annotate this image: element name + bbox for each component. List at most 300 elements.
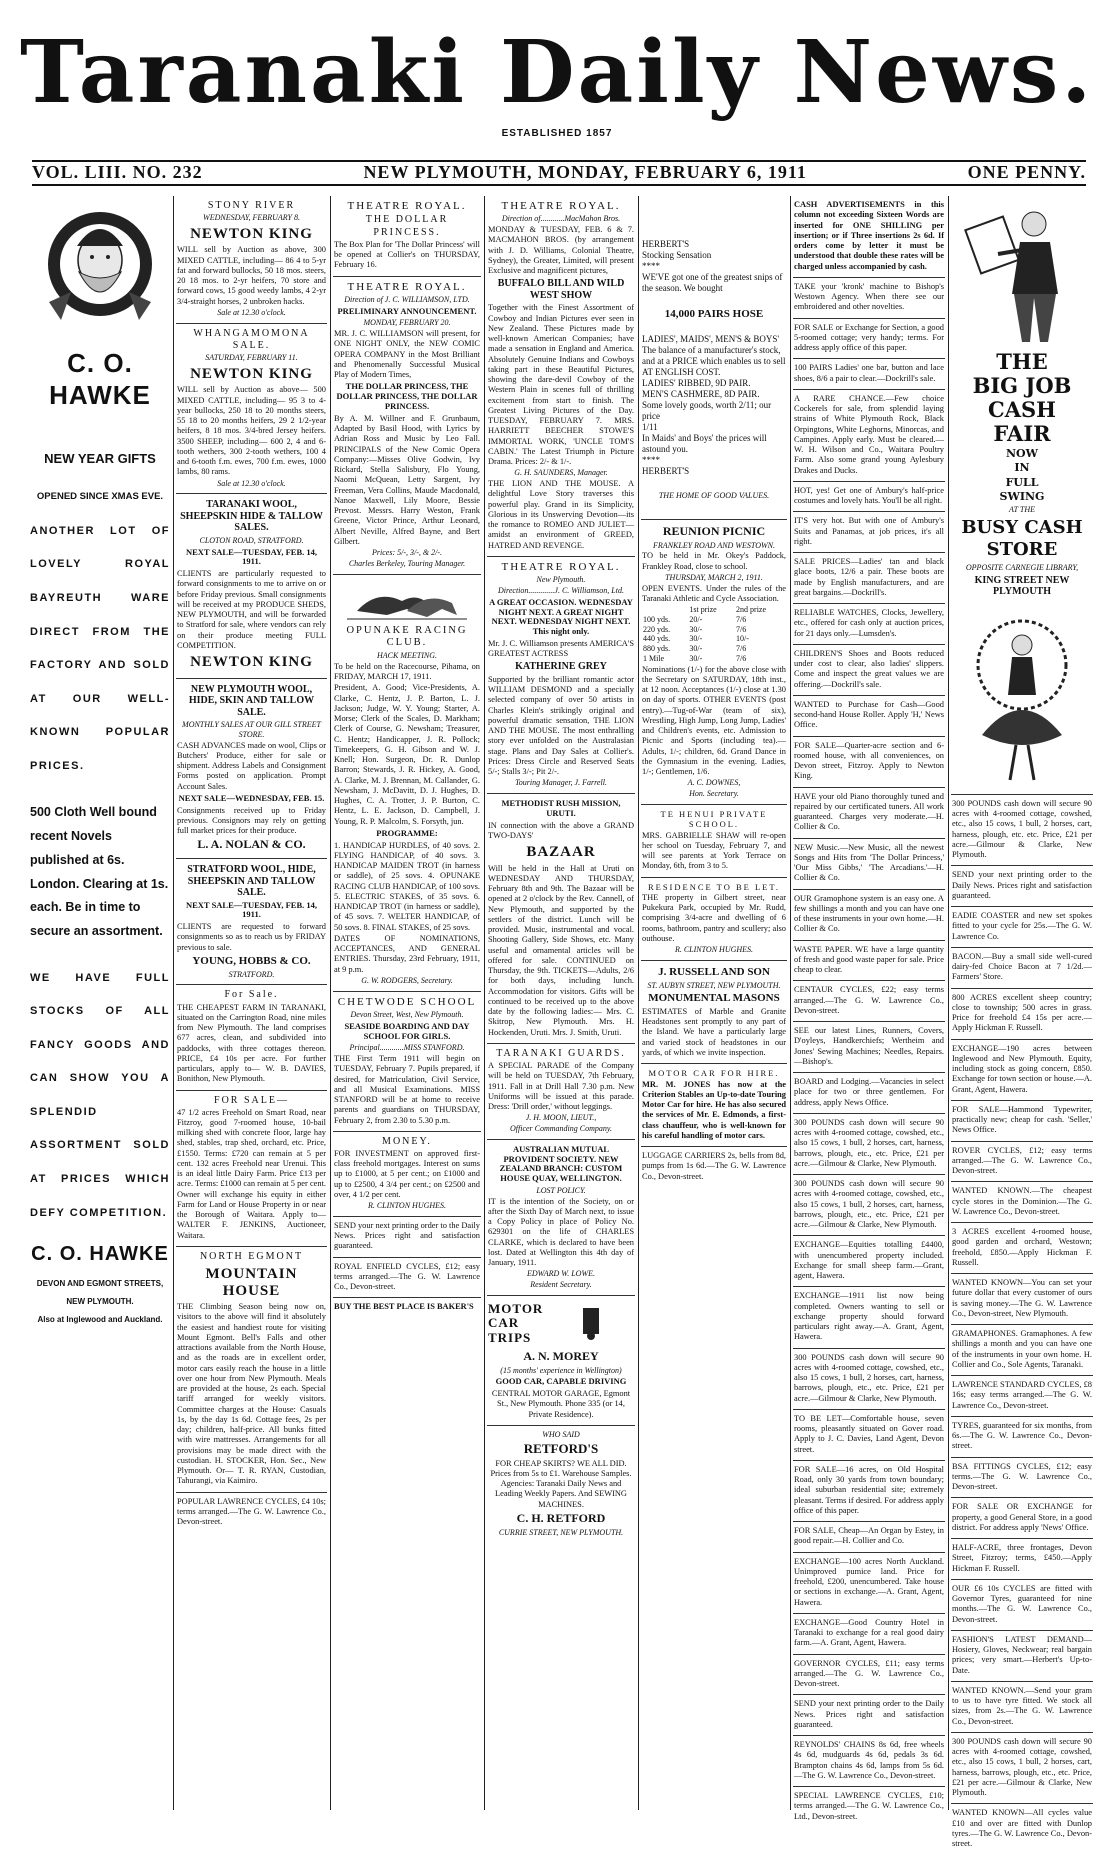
classified-ad <box>793 482 945 513</box>
column-auctions <box>176 196 327 1810</box>
table-cell: 20/- <box>689 614 703 624</box>
busy-cash-store-ad <box>951 196 1093 795</box>
hawke-name-footer: C. O. HAWKE <box>31 1243 169 1266</box>
price-1-11: 1/11 <box>642 422 658 433</box>
ad-text: EADIE COASTER and new set spokes fitted to your cycle for 25s.—The G. W. Lawrence Co. <box>952 911 1092 941</box>
fair-full: FULL <box>1005 475 1039 489</box>
ribbed-price: LADIES' RIBBED, 9D PAIR. <box>642 378 751 389</box>
motor-car-trips <box>487 1296 635 1426</box>
taranaki-guards <box>487 1044 635 1140</box>
motor-car-icon <box>548 1302 634 1345</box>
motor-heading: MOTOR CAR TRIPS <box>488 1300 544 1345</box>
bazaar-title: BAZAAR <box>526 844 596 861</box>
classified-ad <box>793 1022 945 1073</box>
sale-heading: For Sale. <box>224 989 279 1001</box>
herberts-slogan: THE HOME OF GOOD VALUES. <box>658 491 770 501</box>
herberts-title: HERBERT'S <box>642 466 690 477</box>
guards-text: A SPECIAL PARADE of the Company will be held on TUESDAY, 7th February, 1911. Fall in at Drill Hall 7.30 p.m. New Uniforms will be issued at this parade. Dress: 'Drill order,' without leggings. <box>488 1061 634 1112</box>
column-herberts <box>641 196 787 1810</box>
ad-text: NEW Music.—New Music, all the newest Songs and Hits from 'The Dollar Princess,' 'Our Miss Gibbs,' 'The Arcadians.'—H. Collier & Co. <box>794 842 944 883</box>
play-name: THE DOLLAR PRINCESS. <box>365 214 449 238</box>
ad-text: TYRES, guaranteed for six months, from 6s.—The G. W. Lawrence Co., Devon-street. <box>952 1420 1092 1451</box>
nominations-dates: DATES OF NOMINATIONS, ACCEPTANCES, AND GENERAL ENTRIES. Thursday, 23rd February, 1911, at 9 p.m. <box>334 933 480 974</box>
announcement: PRELIMINARY ANNOUNCEMENT. <box>337 305 477 316</box>
masons-address: ST. AUBYN STREET, NEW PLYMOUTH. <box>647 980 781 990</box>
auctioneer-name: NEWTON KING <box>190 365 313 382</box>
prize-table <box>642 605 786 664</box>
auctioneer-name: NEWTON KING <box>190 654 313 671</box>
lost-policy: LOST POLICY. <box>536 1185 586 1195</box>
table-cell: 30/- <box>689 644 703 654</box>
classified-ad <box>793 1175 945 1236</box>
ad-text: FOR SALE or Exchange for Section, a good 5-roomed cottage; very handy; terms. For address apply office of this paper. <box>794 322 944 352</box>
mission-heading: METHODIST RUSH MISSION, URUTI. <box>501 798 621 818</box>
classified-ad <box>793 196 945 278</box>
classified-ad <box>951 1376 1093 1417</box>
motor-text: GOOD CAR, CAPABLE DRIVING <box>495 1376 627 1387</box>
classified-ad <box>793 1736 945 1787</box>
table-cell: 880 yds. <box>643 644 671 654</box>
classified-ad <box>951 1223 1093 1274</box>
garage-address: CENTRAL MOTOR GARAGE, Egmont St., New Plymouth. Phone 335 (or 14, Private Residence). <box>491 1389 631 1419</box>
retford-lead: WHO SAID <box>542 1429 580 1439</box>
column-cash-fair <box>951 196 1093 1849</box>
classified-ad <box>793 390 945 482</box>
fair-in: IN <box>1014 461 1030 475</box>
theatre-royal-grey <box>487 557 635 794</box>
russell-masons <box>641 961 787 1064</box>
dancer-illustration <box>952 600 1092 790</box>
column-rule <box>173 196 174 1810</box>
guards-officer: J. H. MOON, LIEUT., <box>525 1113 597 1123</box>
stony-river-sale <box>176 196 327 324</box>
residence-agent: R. CLINTON HUGHES. <box>674 945 754 955</box>
masons-text: ESTIMATES of Marble and Granite Headstones sent promptly to any part of the Island. We have a particularly large and varied stock of headstones in our yards, of which we invite inspection. <box>642 1006 786 1057</box>
theatre-royal-macmahon <box>487 196 635 557</box>
show-name: BUFFALO BILL AND WILD WEST SHOW <box>497 278 625 301</box>
ad-text: 100 PAIRS Ladies' one bar, button and lace shoes, 8/6 a pair to clear.—Dockrill's sale. <box>794 363 944 383</box>
table-cell: 440 yds. <box>643 634 671 644</box>
retford-name: C. H. RETFORD <box>516 1510 606 1525</box>
sale-text: Consignments received up to Friday previous. Consignors may rely on getting full market prices for their produce. <box>177 805 326 836</box>
auctioneer-name: L. A. NOLAN & CO. <box>197 837 306 852</box>
ad-text: OUR Gramophone system is an easy one. A few shillings a month and you can have one of these instruments in your own home.—H. Collier & Co. <box>794 893 944 934</box>
mountain-house-text: THE Climbing Season being now on, visitors to the above will find it absolutely the easiest and handiest route for visiting Mount Egmont. Bell's Falls and other attractions available from the North House, and as the roads are in excellent order, motor cars easily reach the house in a little over one hour from New Plymouth. Meals are provided at the house, 2s each. Special tariff arranged for weekly visitors. Committee charges at the House: Casuals 1s, by the day 1s 6d. Cottage fees, 2s per day; children, half-price. All bunks fitted with wire mattresses. Arrangements for all provisions may be made direct with the custodian. H. STOCKER, Hon. Sec., New Plymouth. Or— T. R. RYAN, Custodian, Tahurangi, via Kaimiro. <box>177 1302 326 1486</box>
classified-ad <box>793 1522 945 1553</box>
ad-text: WANTED KNOWN—You can set your future dollar that every customer of ours is saving money.—The G. W. Lawrence Co., Devon-street, New Plymouth. <box>952 1278 1092 1318</box>
classified-ad <box>951 866 1093 907</box>
money-text: FOR INVESTMENT on approved first-class freehold mortgages. Interest on sums up to £1000, at 5 per cent.; on £1000 and up to £2500, 4 3/4 per cent.; on £2500 and over, 4 1/2 per cent. <box>334 1148 480 1199</box>
sale-location: CLOTON ROAD, STRATFORD. <box>199 535 304 545</box>
table-cell: 1 Mile <box>643 653 665 663</box>
auctioneer-name: YOUNG, HOBBS & CO. <box>192 954 311 967</box>
ad-text: RELIABLE WATCHES, Clocks, Jewellery, etc., offered for cash only at auction prices, for 21 days only.—Lumsden's. <box>794 608 944 638</box>
performance-date: MONDAY, FEBRUARY 20. <box>363 318 451 328</box>
bakers-ad <box>333 1298 481 1317</box>
hose-pairs: 14,000 PAIRS HOSE <box>664 307 764 320</box>
theatre-royal-williamson <box>333 277 481 575</box>
ornament: **** <box>642 260 660 271</box>
theatre-heading: THEATRE ROYAL. <box>347 280 467 293</box>
column-rule <box>790 196 791 1810</box>
ad-text: 300 POUNDS cash down will secure 90 acres with 4-roomed cottage, cowshed, etc., also 15 cows, 1 bull, 2 horses, cart, harness, barrows, plough, etc., etc. Price, £21 per acre.—Gilmour & Clarke, New Plymouth. <box>952 1736 1092 1798</box>
theatre-text: MONDAY & TUESDAY, FEB. 6 & 7. MACMAHON BROS. (by arrangement with J. D. Williams, Colonial Theatre, Sydney), the Greater, Limited, will present Exclusive and magnificent pictures, <box>488 225 634 276</box>
society-heading: AUSTRALIAN MUTUAL PROVIDENT SOCIETY. NEW ZEALAND BRANCH: CUSTOM HOUSE QUAY, WELLINGTON. <box>499 1143 623 1184</box>
ad-text: HALF-ACRE, three frontages, Devon Street, Fitzroy; terms, £450.—Apply Hickman F. Russell. <box>952 1543 1092 1573</box>
classified-ad <box>793 788 945 839</box>
ad-text: A RARE CHANCE.—Few choice Cockerels for sale, from splendid laying strains of White Plymouth Rock, Black Orpingtons, White Leghorns, Minorcas, and Campines. Apply early. Must be cleared.—W. H. Wilson and Co., Waitara Poultry Farm. Also some grand young Aylesbury Drakes and Ducks. <box>794 393 944 475</box>
classified-ad <box>793 1614 945 1655</box>
ad-text: WANTED KNOWN.—The cheapest cycle stores in the Dominion.—The G. W. Lawrence Co., Devon-street. <box>952 1186 1092 1216</box>
picnic-events: OPEN EVENTS. Under the rules of the Taranaki Athletic and Cycle Association. <box>642 583 786 603</box>
bayreuth-notice: ANOTHER LOT OF LOVELY ROYAL BAYREUTH WARE DIRECT FROM THE FACTORY AND SOLD AT OUR WELL-KNOWN POPULAR PRICES. <box>30 524 170 772</box>
driver-experience: (15 months' experience in Wellington) <box>500 1365 622 1375</box>
reunion-picnic <box>641 520 787 805</box>
herberts-text: Some lovely goods, worth 2/11; our price <box>642 400 772 422</box>
theatre-heading: THEATRE ROYAL. <box>501 560 621 573</box>
herberts-text: WE'VE got one of the greatest snips of the season. We bought <box>642 271 783 293</box>
ad-text: FOR SALE—Hammond Typewriter, practically new; cheap for cash. 'Seller,' News Office. <box>952 1104 1092 1135</box>
ad-text: CENTAUR CYCLES, £22; easy terms arranged.—The G. W. Lawrence Co., Devon-street. <box>794 985 944 1015</box>
printing-ad <box>333 1217 481 1258</box>
sale-heading: STRATFORD WOOL, HIDE, SHEEPSKIN AND TALLOW SALE. <box>187 864 316 899</box>
ad-text: TAKE your 'kronk' machine to Bishop's Westown Agency. When there see our embroidered and other novelties. <box>794 281 944 312</box>
ad-text: CASH ADVERTISEMENTS in this column not exceeding Sixteen Words are inserted for ONE SHILLING per insertion; or if Three insertions 2s 6d. If orders come by letter it must be understood that double these rates will be charged unless accompanied by cash. <box>794 200 944 271</box>
cashmere-price: MEN'S CASHMERE, 8D PAIR. <box>642 389 760 400</box>
classified-ad <box>793 696 945 737</box>
table-cell: 100 yds. <box>643 614 671 624</box>
retford-title: RETFORD'S <box>523 1440 599 1456</box>
ad-text: IT'S very hot. But with one of Ambury's Suits and Panamas, at job prices, it's all right. <box>794 516 944 546</box>
bazaar-text: IN connection with the above a GRAND TWO-DAYS' <box>488 820 634 840</box>
ad-text: 300 POUNDS cash down will secure 90 acres with 4-roomed cottage, cowshed, etc., also 15 cows, 1 bull, 2 horses, cart, harness, plough, etc. etc. Price, £21 per acre.—Gilmour & Clarke, New Plymouth. <box>952 798 1092 860</box>
amp-society <box>487 1140 635 1296</box>
table-row <box>642 625 786 635</box>
table-cell: 7/6 <box>736 653 747 663</box>
classified-ad <box>793 553 945 604</box>
ad-text: SEND your next printing order to the Daily News. Prices right and satisfaction guaranteed. <box>794 1699 944 1729</box>
meeting-officers: President, A. Good; Vice-Presidents, A. Clarke, C. Hentz, J. P. Barton, L. J. Jackson; Judge, W. Y. Young; Starter, A. Morse; Clerk of the Scales, D. Markham; Clerk of Course, G. Newsham; Treasurer, C. Hentz; Handicapper, J. R. Pollock; Timekeepers, G. H. Gibson and W. J. Knell; Hon. Surgeon, Dr. R. Dunlop Barron; Stewards, J. R. Hickey, A. Good, A. Clarke, M. J. Brennan, M. Callander, G. Newsham, J. McDavitt, D. J. Hughes, D. Hughes, C. A. Trotter, J. P. Burton, C. Hentz, L. E. Jackson, D. Campbell, J. Young, R. P. Malcolm, S. Forsyth, jun. <box>334 683 480 826</box>
table-cell: 30/- <box>689 653 703 663</box>
retford-address: CURRIE STREET, NEW PLYMOUTH. <box>498 1527 624 1537</box>
classified-ad <box>793 319 945 360</box>
established-line: ESTABLISHED 1857 <box>501 128 613 139</box>
classified-ad <box>951 1325 1093 1376</box>
lawrence-cycles-ad <box>176 1493 327 1533</box>
ad-text: EXCHANGE—1911 list now being completed. Owners wanting to sell or exchange property should forward particulars right away.—A. Grant, Agent, Hawera. <box>794 1291 944 1342</box>
theatre-town: New Plymouth. <box>536 575 586 585</box>
picnic-text: TO be held in Mr. Okey's Paddock, Frankley Road, close to school. <box>642 551 786 571</box>
ad-text: ROYAL ENFIELD CYCLES, £12; easy terms arranged.—The G. W. Lawrence Co., Devon-street. <box>334 1261 480 1292</box>
classified-ad <box>951 1631 1093 1682</box>
opunake-racing-club <box>333 575 481 992</box>
table-cell: 7/6 <box>736 644 747 654</box>
luggage-carriers-ad <box>641 1147 787 1187</box>
school-text: THE First Term 1911 will begin on TUESDAY, February 7. Pupils prepared, if desired, for Matriculation, Civil Service, and all Musical Examinations. MISS STANFORD will be at home to receive parents and guardians on THURSDAY, February 2, from 2.30 to 5.30 p.m. <box>334 1054 480 1125</box>
mountain-house-title: MOUNTAIN HOUSE <box>205 1266 298 1299</box>
table-header: 1st prize <box>689 605 717 615</box>
ad-text: REYNOLDS' CHAINS 8s 6d, free wheels 4s 6d, mudguards 4s 6d, pedals 3s 6d. Brampton chains 4s 6d, lamps from 5s 6d.—The G. W. Lawrence Co., Devon-street. <box>794 1740 944 1780</box>
sale-date: SATURDAY, FEBRUARY 11. <box>205 353 298 363</box>
theatre-heading: THEATRE ROYAL. <box>347 200 467 212</box>
classified-ad <box>951 795 1093 867</box>
next-sale: NEXT SALE—WEDNESDAY, FEB. 15. <box>178 792 325 803</box>
hawke-city: NEW PLYMOUTH. <box>66 1296 134 1306</box>
event-line: A GREAT OCCASION. WEDNESDAY NIGHT NEXT. A GREAT NIGHT NEXT. WEDNESDAY NIGHT NEXT. This night only. <box>489 596 633 637</box>
ad-text: EXCHANGE—100 acres North Auckland. Unimproved pumice land. Price for freehold, £200, unencumbered. Take house or sections in exchange.—A. Grant, Agent, Hawera. <box>794 1556 944 1607</box>
ad-text: LUGGAGE CARRIERS 2s, bells from 8d, pumps from 1s 6d.—The G. W. Lawrence Co., Devon-street. <box>642 1151 787 1181</box>
next-sale: NEXT SALE—TUESDAY, FEB. 14, 1911. <box>185 899 317 920</box>
table-cell: 30/- <box>689 634 703 644</box>
sale-date: WEDNESDAY, FEBRUARY 8. <box>203 213 300 223</box>
classified-ad <box>951 1682 1093 1733</box>
table-cell: 30/- <box>689 624 703 634</box>
theatre-royal-dollar <box>333 196 481 277</box>
store-location: OPPOSITE CARNEGIE LIBRARY, <box>965 563 1079 573</box>
guards-heading: TARANAKI GUARDS. <box>496 1047 626 1059</box>
classified-ad <box>793 512 945 553</box>
ad-text: ROVER CYCLES, £12; easy terms arranged.—The G. W. Lawrence Co., Devon-street. <box>952 1145 1092 1176</box>
school-heading: TE HENUI PRIVATE SCHOOL. <box>660 808 768 830</box>
ad-text: SEND your next printing order to the Daily News. Prices right and satisfaction guaranteed. <box>952 870 1092 900</box>
column-classifieds <box>793 196 945 1821</box>
sale-text: WILL sell by Auction as above, 300 MIXED CATTLE, including— 86 4 to 5-yr fat and forward bullocks, 50 18 mos. steers, 20 18 mos. to 2-yr heifers, 70 store and forward cows, 15 good weedy lambs, 4 2-yr 3/4-straight horses, 2 unbroken hacks. <box>177 245 326 306</box>
ad-text: WANTED KNOWN.—Send your gram to us to have tyre fitted. We stock all sizes, from 2s.—The G. W. Lawrence Co., Devon-street. <box>952 1685 1092 1726</box>
meeting-name: HACK MEETING. <box>377 651 437 661</box>
theatre-text: The Box Plan for 'The Dollar Princess' will be opened at Collier's on THURSDAY, February 16. <box>334 239 480 270</box>
ad-text: CHILDREN'S Shoes and Boots reduced under cost to clear, also ladies' slippers. Come and inspect the great values we are offering.—Dockrill's sale. <box>794 648 944 689</box>
ad-text: LAWRENCE STANDARD CYCLES, £8 16s; easy terms arranged.—The G. W. Lawrence Co., Devon-street. <box>952 1380 1092 1410</box>
theatre-direction: Direction.............J. C. Williamson, Ltd. <box>498 586 624 596</box>
programme-races: 1. HANDICAP HURDLES, of 40 sovs. 2. FLYING HANDICAP, of 40 sovs. 3. HANDICAP MAIDEN TROT (in harness or saddle), of 25 sovs. 4. OPUNAKE RACING CLUB HANDICAP, of 100 sovs. 5. ELECTRIC STAKES, of 35 sovs. 6. HANDICAP TROT (in harness or saddle), of 45 sovs. 7. WELTER HANDICAP, of 50 sovs. 8. FINAL STAKES, of 25 sovs. <box>334 840 480 932</box>
theatre-text: THE LION AND THE MOUSE. A delightful Love Story traverses this powerful play. Grand in its Simplicity, Glorious in its Unswerving Devotion—its the romance to ROMEO AND JULIET—amidst an environment of GREED, HATRED AND REVENGE. <box>488 479 634 550</box>
sale-time: Sale at 12.30 o'clock. <box>217 307 286 317</box>
classified-ad <box>951 1101 1093 1142</box>
picnic-secretary: A. C. DOWNES, <box>687 778 741 788</box>
next-sale: NEXT SALE—TUESDAY, FEB. 14, 1911. <box>185 546 317 567</box>
secretary-title: Resident Secretary. <box>530 1280 592 1290</box>
guards-title: Officer Commanding Company. <box>510 1124 612 1134</box>
masons-title: MONUMENTAL MASONS <box>648 992 780 1005</box>
dateline <box>32 160 1086 186</box>
te-henui-school <box>641 805 787 878</box>
hawke-branches: Also at Inglewood and Auckland. <box>37 1315 163 1325</box>
opened-notice: OPENED SINCE XMAS EVE. <box>36 491 164 503</box>
classified-ad <box>793 1461 945 1522</box>
classified-ad <box>793 1553 945 1614</box>
table-row <box>642 634 786 644</box>
residence-text: THE property in Gilbert street, near Pukekura Park, occupied by Mr. Rudd, comprising 3/4-acre and dwelling of 6 rooms, bathroom, pantry and scullery; also outhouse. <box>642 892 786 943</box>
picnic-location: FRANKLEY ROAD AND WESTOWN. <box>653 540 775 550</box>
ad-text: HAVE your old Piano thoroughly tuned and repaired by our certificated tuners. All work guaranteed. Charges very moderate.—H. Collier & Co. <box>794 791 944 832</box>
sale-location: MONTHLY SALES AT OUR GILL STREET STORE. <box>182 720 321 739</box>
touring-manager: Charles Berkeley, Touring Manager. <box>348 558 466 568</box>
herberts-text: In Maids' and Boys' the prices will astound you. <box>642 433 767 455</box>
ad-text: FOR SALE—16 acres, on Old Hospital Road, only 30 yards from town boundary; ideal suburban residential site; extremely pleasant. Terms if desired. For address apply office of this paper. <box>794 1464 944 1515</box>
policy-text: IT is the intention of the Society, on or after the Sixth Day of March next, to issue a Copy Policy in place of Policy No. 629301 on the life of CHARLES CLARKE, which is declared to have been lost. Dated at Wellington this 4th day of January, 1911. <box>488 1196 634 1268</box>
sale-heading: TARANAKI WOOL, SHEEPSKIN HIDE & TALLOW SALES. <box>180 499 323 534</box>
classified-ad <box>793 1410 945 1461</box>
secretary-name: EDWARD W. LOWE. <box>526 1269 596 1279</box>
volume-number: VOL. LIII. NO. 232 <box>32 162 203 183</box>
classified-ad <box>793 737 945 788</box>
sale-text: CLIENTS are particularly requested to forward consignments to me to arrive on or before Friday previous. Small consignments will be received at my PRODUCE SHEDS, NEW PLYMOUTH, and will be forwarded to Stratford for sale, where vendors can rely on their produce meeting FULL COMPETITION. <box>177 569 326 650</box>
ad-text: 300 POUNDS cash down will secure 90 acres with 4-roomed cottage, cowshed, etc., also 15 cows, 1 bull, 2 horses, cart, harness, barrows, plough, etc., etc. Price, £21 per acre.—Gilmour & Clarke, New Plymouth. <box>794 1352 944 1403</box>
new-year-gifts: NEW YEAR GIFTS <box>44 451 156 467</box>
column-rule <box>330 196 331 1810</box>
store-address: KING STREET NEW PLYMOUTH <box>974 574 1070 598</box>
sale-text: 47 1/2 acres Freehold on Smart Road, near Fitzroy, good 7-roomed house, 10-bail milking shed with concrete floor, large hay shed, stables, trap shed, orchard, etc. Price, £1550. Terms: £720 can remain at 5 per cent. 132 acres Freehold near Urenui. This is an ideal little Dairy Farm. Price £13 per acre. Terms: £1000 can remain at 5 per cent. Owner will exchange his equity in either Farm for Land or House Property in or near the Borough of Waitara. Apply to— WALTER F. JENKINS, Auctioneer, Waitara. <box>177 1107 326 1240</box>
money-name: R. CLINTON HUGHES. <box>367 1201 447 1211</box>
hawke-address: DEVON AND EGMONT STREETS, <box>36 1278 164 1288</box>
programme-heading: PROGRAMME: <box>376 827 438 838</box>
chetwode-school <box>333 992 481 1132</box>
table-cell: 10/- <box>736 634 749 644</box>
ad-text: 300 POUNDS cash down will secure 90 acres with 4-roomed cottage, cowshed, etc., also 15 cows, 1 bull, 2 horses, cart, harness, barrows, plough, etc., etc. Price, £21 per acre.—Gilmour & Clarke, New Plymouth. <box>794 1179 944 1229</box>
fair-title: BIG JOB <box>972 373 1072 399</box>
fair-title: CASH <box>987 397 1056 423</box>
hire-text: MR. M. JONES has now at the Criterion Stables an Up-to-date Touring Motor Car for hire. He has also secured the services of Mr. E. Edmonds, a first-class chauffeur, who is well-known for his careful handling of motor cars. <box>642 1079 786 1140</box>
classified-ad <box>793 981 945 1022</box>
classified-ad <box>951 1580 1093 1631</box>
ad-text: FOR SALE—Quarter-acre section and 6-roomed house, with all conveniences, on Devon street, Fitzroy. Apply to Newton King. <box>794 740 944 781</box>
hawke-name: C. O. HAWKE <box>49 348 151 410</box>
play-name: THE DOLLAR PRINCESS, THE DOLLAR PRINCESS, THE DOLLAR PRINCESS. <box>336 381 478 411</box>
classified-ad <box>793 1073 945 1114</box>
classified-ad <box>951 1458 1093 1499</box>
stratford-wool-sale <box>176 859 327 985</box>
classified-ad <box>951 1274 1093 1325</box>
table-header <box>642 605 688 615</box>
ad-text: BUY THE BEST PLACE IS BAKER'S <box>334 1302 474 1312</box>
club-heading: OPUNAKE RACING CLUB. <box>346 624 468 649</box>
cheapest-farm-sale <box>176 985 327 1090</box>
classified-ad <box>951 907 1093 948</box>
table-row <box>642 654 786 664</box>
auctioneer-name: NEWTON KING <box>190 225 313 242</box>
classified-ad <box>793 1787 945 1827</box>
fair-now: NOW <box>1006 447 1038 461</box>
stocks-notice: WE HAVE FULL STOCKS OF ALL FANCY GOODS AND CAN SHOW YOU A SPLENDID ASSORTMENT SOLD AT PRICES WHICH DEFY COMPETITION. <box>30 971 170 1219</box>
theatre-manager: G. H. SAUNDERS, Manager. <box>514 468 608 478</box>
ad-text: EXCHANGE—Equities totalling £4400, with unencumbered property included. Exchange for small sheep farm.—Grant, agent, Hawera. <box>794 1240 944 1280</box>
classified-ad <box>793 645 945 696</box>
sale-text: THE CHEAPEST FARM IN TARANAKI, situated on the Carrington Road, nine miles from New Plymouth. The land comprises 677 acres, clean, and subdivided into paddocks, with three cottages thereon. PRICE, £4 10s per acre. For further particulars, apply to— W. B. DAVIES, Bonithon, New Plymouth. <box>177 1002 326 1084</box>
store-name: BUSY CASH STORE <box>961 517 1083 561</box>
ad-text: 800 ACRES excellent sheep country; close to township; 500 acres in grass. Price for freehold £4 15s per acre.—Apply Hickman F. Russell. <box>952 992 1092 1033</box>
hose-kinds: LADIES', MAIDS', MEN'S & BOYS' <box>642 334 779 345</box>
money-notice <box>333 1132 481 1217</box>
classified-ad <box>793 1114 945 1175</box>
classified-ad <box>951 1733 1093 1805</box>
mountain-house <box>176 1247 327 1493</box>
theatre-text: By A. M. Willner and F. Grunbaum, Adapted by Basil Hood, with Lyrics by Adrian Ross and Music by Leo Fall. PRINCIPALS of the New Comic Opera Company:—Misses Olive Godwin, Ivy Rickard, Stella Salisbury, Flo Young, Naomi McQuean, Letty Sargent, Ivy Freeman, Vera Collins, Maude Macdonald, Nanoe Maxwell, Lily Moore, Bessie Prevost. Messrs. Harry Weston, Frank Greene, Victor Prince, Arthur Leonard, Albert Neville, Alfred Bayne, and Bert Gilbert. <box>334 413 480 546</box>
ad-text: BOARD and Lodging.—Vacancies in select place for two or three gentlemen. For address, apply News Office. <box>794 1077 944 1107</box>
table-cell: 220 yds. <box>643 624 671 634</box>
table-row <box>642 644 786 654</box>
theatre-direction: Direction of............MacMahon Bros. <box>501 214 621 224</box>
classified-ad <box>793 1287 945 1348</box>
sale-heading: FOR SALE— <box>214 1094 289 1106</box>
retford-text: FOR CHEAP SKIRTS? WE ALL DID. Prices from 5s to £1. Warehouse Samples. Agencies: Taranaki Daily News and Leading Weekly Papers. And SEWING MACHINES. <box>490 1458 632 1509</box>
classified-ad <box>951 1539 1093 1580</box>
ad-text: TO BE LET—Comfortable house, seven rooms, pleasantly situated on Gover road. Apply to J. C. Davies, Land Agent, Devon street. <box>794 1413 944 1454</box>
table-header: 2nd prize <box>736 605 767 615</box>
theatre-text: Supported by the brilliant romantic actor WILLIAM DESMOND and a specially selected company of over 50 artists in Charles Klein's strikingly original and powerful dramatic sensation, THE LION AND THE MOUSE. The most enthralling story ever unfolded on the Australasian stage. Plans and Day Sales at Collier's. Prices: Dress Circle and Reserved Seats 5/-; Stalls 3/-; Pit 2/-. <box>488 674 634 777</box>
meeting-text: To be held on the Racecourse, Pihama, on FRIDAY, MARCH 17, 1911. <box>334 661 480 682</box>
ad-text: GOVERNOR CYCLES, £11; easy terms arranged.—The G. W. Lawrence Co., Devon-street. <box>794 1658 944 1688</box>
classified-ad <box>951 1417 1093 1458</box>
column-rule <box>948 196 949 1810</box>
ad-text: FOR SALE OR EXCHANGE for property, a good General Store, in a good district. For address apply 'News' Office. <box>952 1502 1092 1532</box>
retfords-ad <box>487 1426 635 1542</box>
sale-heading: NORTH EGMONT <box>199 1250 304 1262</box>
ad-text: WASTE PAPER. WE have a large quantity of fresh and good waste paper for sale. Price cheap to clear. <box>794 944 944 974</box>
ad-text: BSA FITTINGS CYCLES, £12; easy terms.—The G. W. Lawrence Co., Devon-street. <box>952 1461 1092 1492</box>
club-secretary: G. W. RODGERS, Secretary. <box>361 975 453 985</box>
ad-text: SPECIAL LAWRENCE CYCLES, £10; terms arranged.—The G. W. Lawrence Co., Ltd., Devon-street. <box>794 1791 944 1821</box>
sale-heading: STONY RIVER <box>207 200 296 211</box>
theatre-text: MR. J. C. WILLIAMSON will present, for ONE NIGHT ONLY, the NEW COMIC OPERA COMPANY in the Most Brilliant and Phenomenally Successful Musical Play of Modern Times, <box>334 329 480 380</box>
ad-text: SEE our latest Lines, Runners, Covers, D'oyleys, Handkerchiefs; Wertheim and Jones' Sewing Machines; Needles, Repairs.—Bishop's. <box>794 1026 944 1066</box>
classified-ad <box>793 359 945 390</box>
classified-ad <box>793 1695 945 1736</box>
classified-ad <box>951 989 1093 1040</box>
ad-text: WANTED to Purchase for Cash—Good second-hand House Roller. Apply 'H,' News Office. <box>794 699 944 730</box>
auctioneer-town: STRATFORD. <box>228 969 275 979</box>
herberts-title: HERBERT'S <box>642 239 690 249</box>
driver-name: A. N. MOREY <box>523 1348 599 1363</box>
fair-swing: SWING <box>999 490 1045 504</box>
sale-time: Sale at 12.30 o'clock. <box>217 478 286 488</box>
classified-ad <box>951 1804 1093 1854</box>
whangamomona-sale <box>176 324 327 495</box>
column-theatre-bazaar <box>487 196 635 1810</box>
star-name: KATHERINE GREY <box>515 661 607 673</box>
picnic-secretary-title: Hon. Secretary. <box>689 789 739 799</box>
picnic-date: THURSDAY, MARCH 2, 1911. <box>665 572 763 582</box>
fair-at: AT THE <box>1008 505 1035 515</box>
royal-enfield-ad <box>333 1258 481 1299</box>
herberts-text: The balance of a manufacturer's stock, and at a PRICE which enables us to sell AT ENGLISH COST. <box>642 345 786 378</box>
motor-car-hire <box>641 1064 787 1147</box>
ad-text: GRAMAPHONES. Gramaphones. A few shillings a month and you can have one of the instruments in your own home. H. Collier and Co., Sole Agents, Taranaki. <box>952 1329 1092 1369</box>
freehold-sale <box>176 1091 327 1247</box>
residence-to-let <box>641 878 787 961</box>
sale-heading: NEW PLYMOUTH WOOL, HIDE, SKIN AND TALLOW SALE. <box>188 683 315 718</box>
school-type: SEASIDE BOARDING AND DAY SCHOOL FOR GIRLS. <box>344 1020 470 1041</box>
newspaper-title: Taranaki Daily News. <box>20 22 1095 123</box>
school-text: MRS. GABRIELLE SHAW will re-open her school on Tuesday, February 7, and will see parents at York Terrace on Monday, 6th, from 3 to 5. <box>642 830 786 871</box>
column-rule <box>484 196 485 1810</box>
table-row <box>642 615 786 625</box>
column-entertainment <box>333 196 481 1810</box>
sale-text: CLIENTS are requested to forward consignments so as to reach us by FRIDAY previous to sale. <box>177 922 326 952</box>
place-date: NEW PLYMOUTH, MONDAY, FEBRUARY 6, 1911 <box>363 162 807 183</box>
school-address: Devon Street, West, New Plymouth. <box>350 1010 464 1020</box>
bazaar-text: Will be held in the Hall at Uruti on WEDNESDAY AND THURSDAY, February 8th and 9th. The Bazaar will be opened at 2 o'clock by the Rev. Cannell, of New Plymouth, and supported by the settlers of the district. Lunch will be provided. Music, instrumental and vocal. Shooting Gallery, Side Shows, etc. Many useful and ornamental articles will be offered for sale. CONTINUED on Thursday, the 9th. TICKETS—Adults, 2/6 for both days, including lunch. Accommodation for visitors. Gifts will be continued to be received up to the above date by the following ladies:— Mrs. C. Skitrop, New Plymouth. Mrs. H. Hockenden, Uruti. Mrs. J. Smith, Uruti. <box>488 863 634 1037</box>
fair-title: FAIR <box>993 421 1051 447</box>
picnic-heading: REUNION PICNIC <box>662 523 766 538</box>
sale-text: WILL sell by Auction as above— 500 MIXED CATTLE, including— 95 3 to 4-year bullocks, 250 18 to 20 months steers, 55 18 to 20 months heifers, 29 2 1/2-year heifers, 8 18 mos. 3/4-bred Jersey heifers. 3500 SHEEP, including— 600 2, 4 and 6-tooth wethers, 300 2-tooth wethers, 100 4 and 6-tooth f.m. ewes, 700 f.m. ewes, 1000 lambs, 80 rams. <box>177 385 326 477</box>
table-cell: 7/6 <box>736 624 747 634</box>
picnic-text: Nominations (1/-) for the above close with the Secretary on SATURDAY, 18th inst., at 12 noon. Acceptances (1/-) close at 1.30 on day of sports. OTHER EVENTS (post entry).—Tug-of-War (team of six), Wrestling, High Jump, Long Jump, Ladies' and Children's events, etc. Admission to Picnic and Sports (including tea).—Adults, 1/-; children, 6d. Grand Dance in the Gymnasium in the evening. Ladies, 1/-; Gentlemen, 1/6. <box>642 664 786 777</box>
stocking-sensation: Stocking Sensation <box>642 249 712 260</box>
santa-illustration <box>30 196 170 338</box>
ad-text: FOR SALE, Cheap—An Organ by Estey, in good repair.—H. Collier and Co. <box>794 1526 944 1546</box>
ad-text: SALE PRICES—Ladies' tan and black glace boots, 12/6 a pair. These boots are made by English manufacturers, and are great bargains.—Dockrill's. <box>794 557 944 597</box>
ornament: **** <box>642 455 660 466</box>
